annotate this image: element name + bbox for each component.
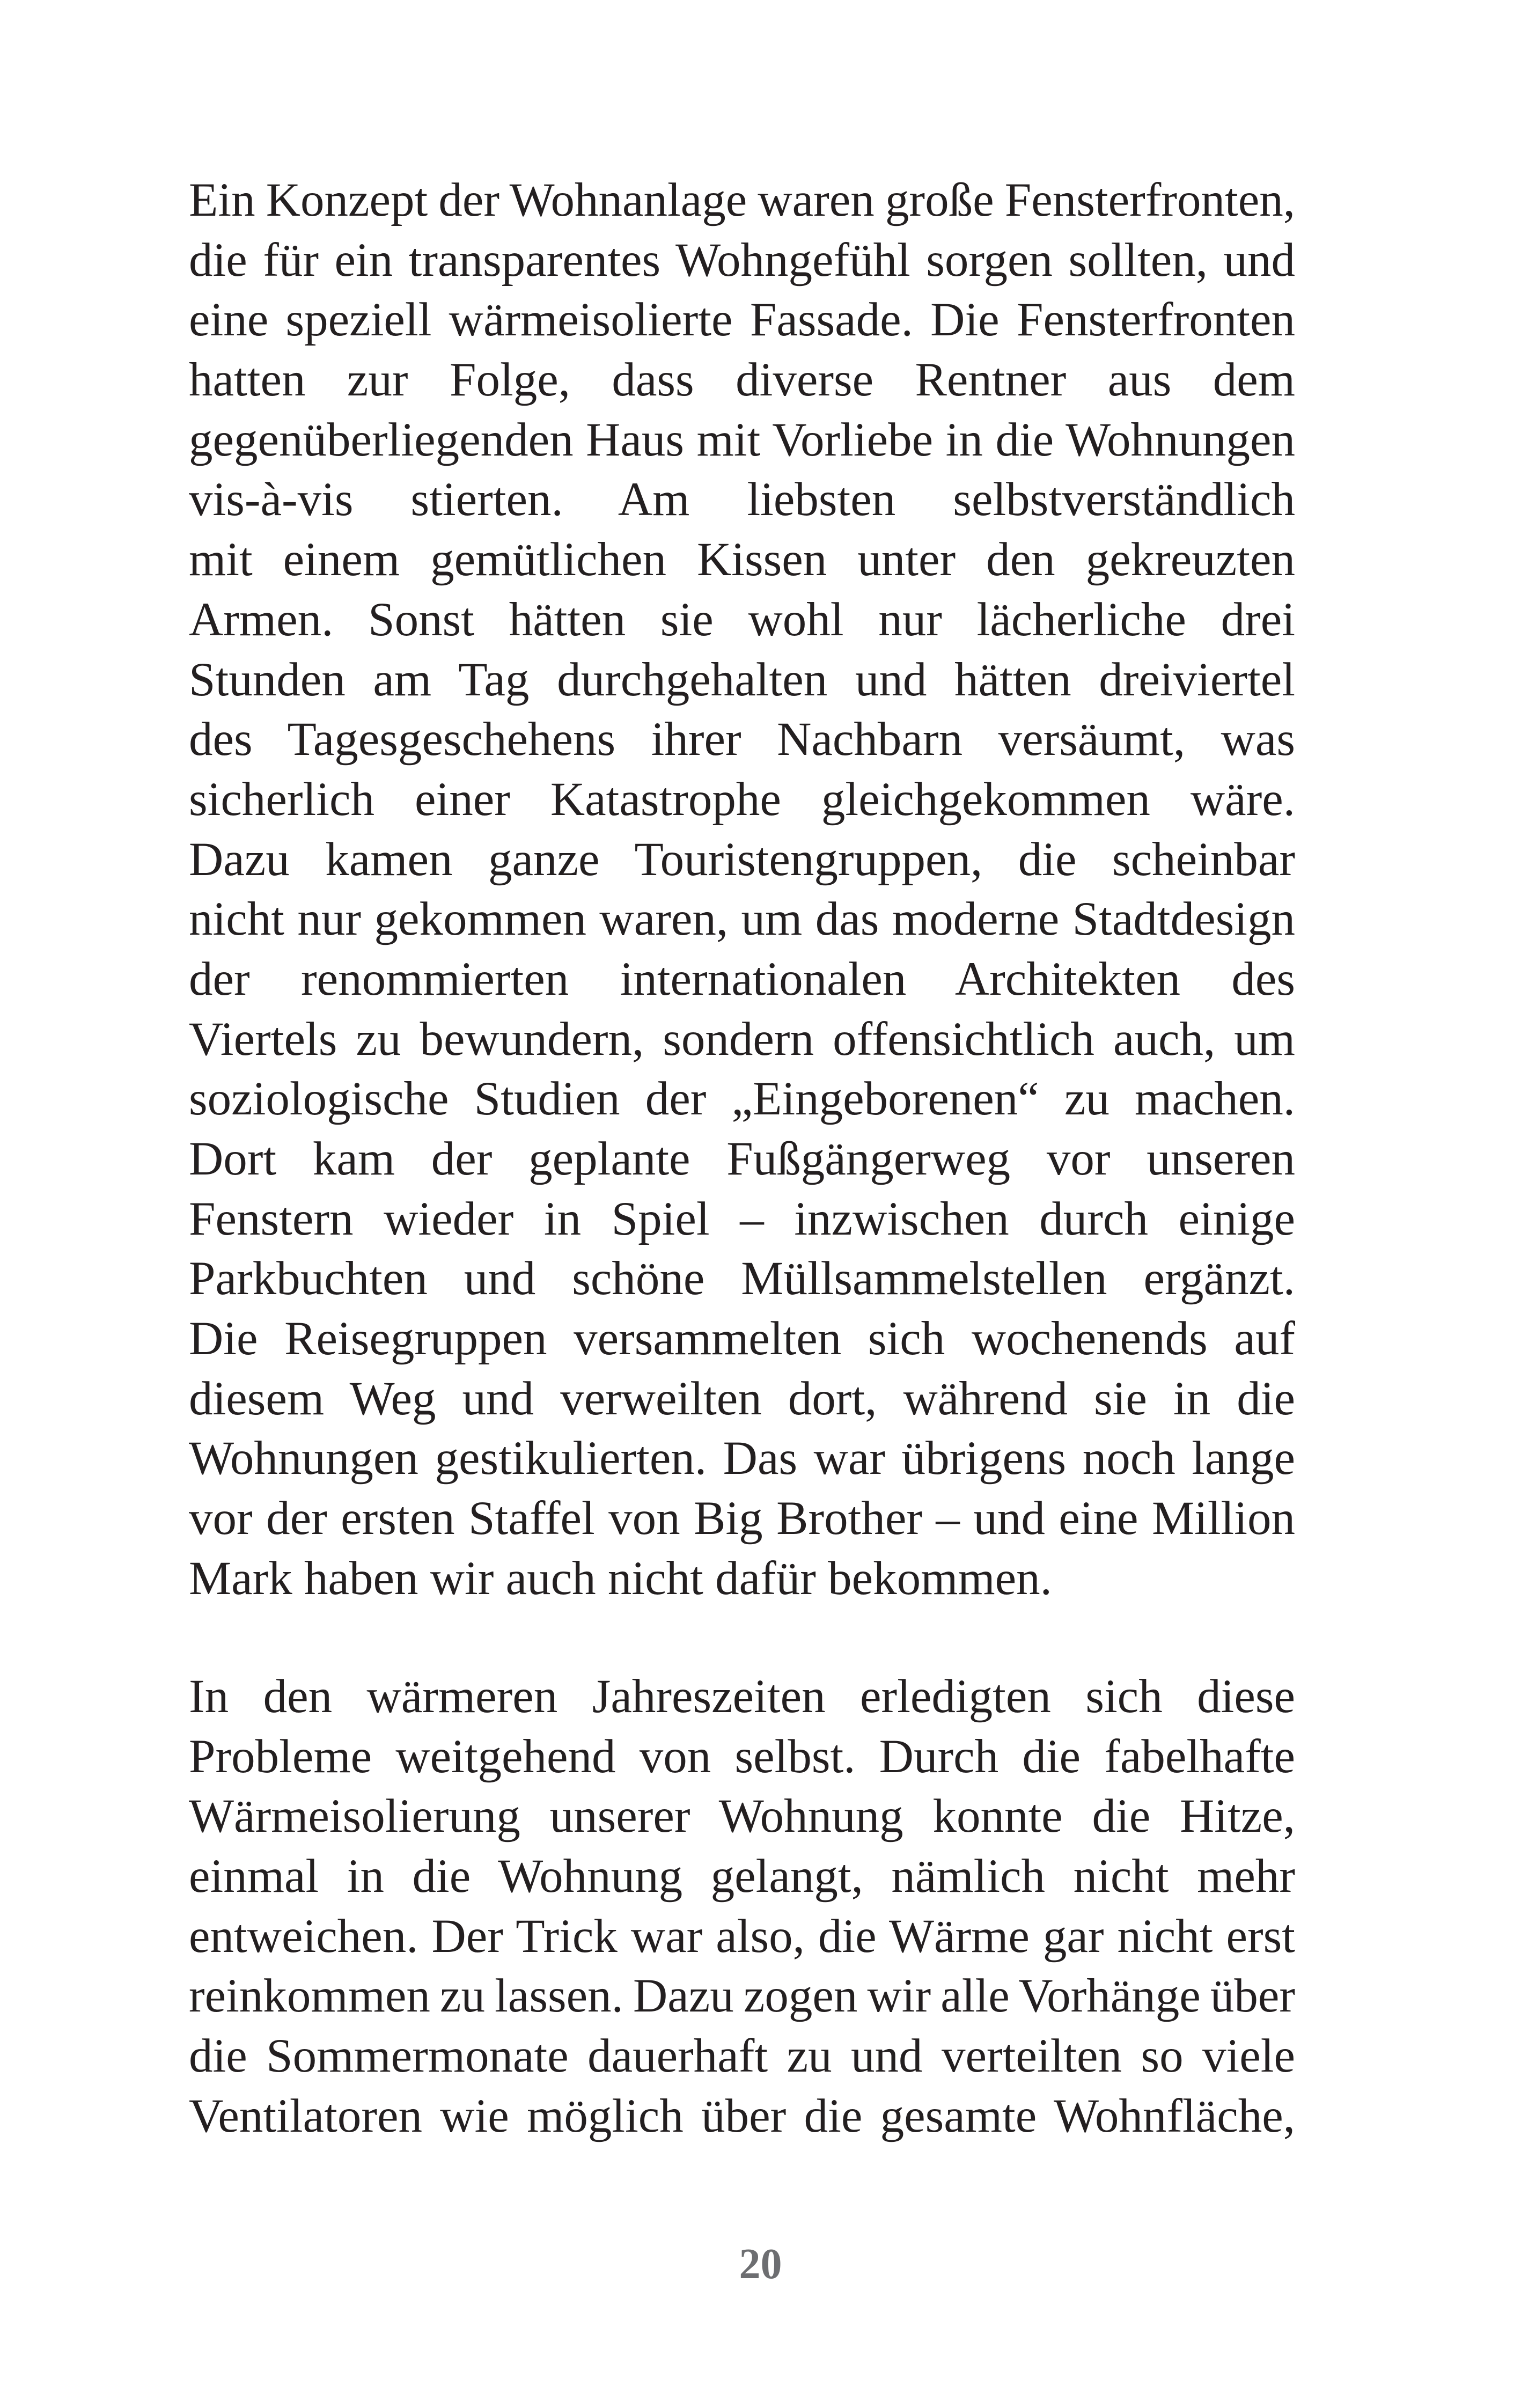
text-line: entweichen. Der Trick war also, die Wärme gar nicht erst [189,1910,1295,1963]
text-line: sicherlich einer Katastrophe gleichgekommen wäre. [189,773,1295,826]
text-line: der renommierten internationalen Architekten des [189,952,1295,1005]
text-line: des Tagesgeschehens ihrer Nachbarn versäumt, was [189,713,1295,766]
text-line: mit einem gemütlichen Kissen unter den gekreuzten [189,533,1295,586]
text-line: Mark haben wir auch nicht dafür bekommen. [189,1552,1052,1605]
paragraph-1 [189,171,1295,1609]
text-line: einmal in die Wohnung gelangt, nämlich nicht mehr [189,1850,1295,1903]
page-number: 20 [739,2241,782,2288]
text-line: vis-à-vis stierten. Am liebsten selbstverständlich [189,473,1295,526]
text-line: Dort kam der geplante Fußgängerweg vor unseren [189,1133,1295,1185]
text-line: In den wärmeren Jahreszeiten erledigten sich diese [189,1670,1295,1723]
text-line: Ein Konzept der Wohnanlage waren große Fensterfronten, [189,174,1295,226]
text-line: diesem Weg und verweilten dort, während sie in die [189,1372,1295,1425]
text-line: Viertels zu bewundern, sondern offensichtlich auch, um [189,1012,1295,1066]
text-line: Dazu kamen ganze Touristengruppen, die scheinbar [189,833,1295,886]
text-line: die für ein transparentes Wohngefühl sorgen sollten, und [189,233,1295,287]
text-line: reinkommen zu lassen. Dazu zogen wir alle Vorhänge über [189,1970,1295,2023]
text-line: Probleme weitgehend von selbst. Durch die fabelhafte [189,1730,1295,1783]
text-line: Die Reisegruppen versammelten sich wochenends auf [189,1312,1295,1365]
text-line: die Sommermonate dauerhaft zu und verteilten so viele [189,2030,1295,2083]
text-line: Armen. Sonst hätten sie wohl nur lächerliche drei [189,593,1295,646]
text-line: Parkbuchten und schöne Müllsammelstellen ergänzt. [189,1252,1295,1305]
text-line: eine speziell wärmeisolierte Fassade. Die Fensterfronten [189,293,1295,347]
text-line: Wärmeisolierung unserer Wohnung konnte die Hitze, [189,1790,1295,1843]
text-line: Stunden am Tag durchgehalten und hätten dreiviertel [189,653,1295,706]
text-line: vor der ersten Staffel von Big Brother – und eine Million [189,1492,1295,1545]
text-line: Fenstern wieder in Spiel – inzwischen durch einige [189,1192,1295,1245]
text-line: soziologische Studien der „Eingeborenen“ zu machen. [189,1073,1295,1126]
text-line: gegenüberliegenden Haus mit Vorliebe in die Wohnungen [189,413,1295,466]
text-line: nicht nur gekommen waren, um das moderne Stadtdesign [189,893,1295,946]
text-line: hatten zur Folge, dass diverse Rentner aus dem [189,354,1295,407]
text-line: Ventilatoren wie möglich über die gesamte Wohnfläche, [189,2089,1295,2142]
paragraph-2 [189,1667,1295,2147]
text-line: Wohnungen gestikulierten. Das war übrigens noch lange [189,1432,1295,1485]
